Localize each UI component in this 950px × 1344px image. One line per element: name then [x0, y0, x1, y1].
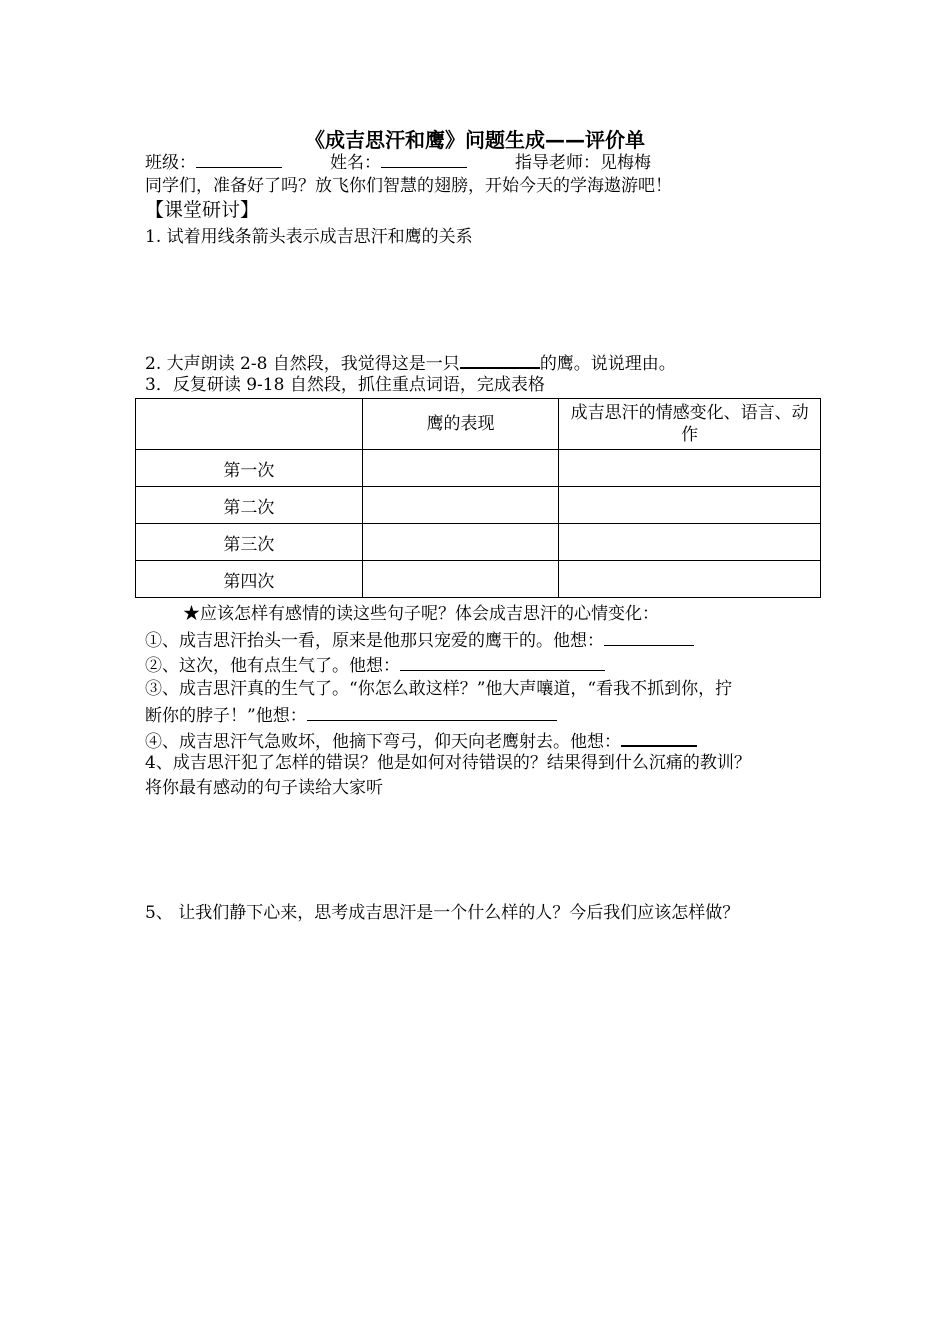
item-1-blank[interactable] — [604, 628, 694, 646]
answer-cell[interactable] — [559, 487, 821, 524]
answer-cell[interactable] — [362, 450, 559, 487]
item-2-text: ②、这次，他有点生气了。他想： — [145, 656, 400, 676]
answer-cell[interactable] — [559, 450, 821, 487]
question-2-suffix: 的鹰。说说理由。 — [539, 354, 676, 374]
question-1: 1. 试着用线条箭头表示成吉思汗和鹰的关系 — [145, 227, 473, 247]
item-2 — [145, 653, 605, 677]
table-row — [136, 450, 821, 487]
item-2-blank[interactable] — [400, 653, 605, 671]
question-3: 3．反复研读 9-18 自然段，抓住重点词语，完成表格 — [145, 375, 545, 395]
row-label: 第三次 — [136, 524, 363, 561]
class-blank[interactable] — [196, 150, 282, 168]
class-label: 班级： — [145, 153, 196, 173]
item-4 — [145, 728, 697, 753]
item-1 — [145, 628, 694, 652]
analysis-table — [135, 398, 821, 598]
row-label: 第一次 — [136, 450, 363, 487]
item-3-line-2 — [145, 703, 557, 727]
section-heading: 【课堂研讨】 — [145, 199, 260, 221]
question-4-line-1: 4、成吉思汗犯了怎样的错误？他是如何对待错误的？结果得到什么沉痛的教训？ — [145, 753, 751, 773]
table-header-cell — [136, 399, 363, 450]
name-blank[interactable] — [381, 150, 467, 168]
table-row — [136, 524, 821, 561]
question-5: 5、 让我们静下心来，思考成吉思汗是一个什么样的人？今后我们应该怎样做？ — [145, 903, 740, 923]
item-4-text: ④、成吉思汗气急败坏，他摘下弯弓，仰天向老鹰射去。他想： — [145, 732, 621, 752]
row-label: 第四次 — [136, 561, 363, 598]
answer-cell[interactable] — [362, 487, 559, 524]
teacher-name: 见梅梅 — [600, 153, 651, 173]
item-3-line-1: ③、成吉思汗真的生气了。“你怎么敢这样？”他大声嚷道，“看我不抓到你，拧 — [145, 679, 733, 699]
table-row — [136, 561, 821, 598]
table-header-cell: 鹰的表现 — [362, 399, 559, 450]
star-prompt: ★应该怎样有感情的读这些句子呢？体会成吉思汗的心情变化： — [183, 604, 659, 624]
question-2-blank[interactable] — [460, 350, 540, 369]
question-2-text: 2. 大声朗读 2-8 自然段，我觉得这是一只 — [145, 354, 460, 374]
table-header-row — [136, 399, 821, 450]
item-3-text: 断你的脖子！”他想： — [145, 706, 307, 726]
teacher-label: 指导老师： — [515, 153, 600, 173]
item-3-blank[interactable] — [307, 703, 557, 721]
answer-cell[interactable] — [362, 561, 559, 598]
item-4-blank[interactable] — [621, 728, 697, 747]
page-title: 《成吉思汗和鹰》问题生成——评价单 — [305, 128, 645, 152]
question-2 — [145, 350, 676, 375]
row-label: 第二次 — [136, 487, 363, 524]
student-info-line — [145, 150, 651, 174]
answer-cell[interactable] — [559, 561, 821, 598]
table-header-cell: 成吉思汗的情感变化、语言、动作 — [559, 399, 821, 450]
name-label: 姓名： — [330, 153, 381, 173]
table-row — [136, 487, 821, 524]
question-4-line-2: 将你最有感动的句子读给大家听 — [145, 778, 383, 798]
answer-cell[interactable] — [559, 524, 821, 561]
intro-text: 同学们，准备好了吗？放飞你们智慧的翅膀，开始今天的学海遨游吧！ — [145, 176, 672, 196]
item-1-text: ①、成吉思汗抬头一看，原来是他那只宠爱的鹰干的。他想： — [145, 631, 604, 651]
answer-cell[interactable] — [362, 524, 559, 561]
